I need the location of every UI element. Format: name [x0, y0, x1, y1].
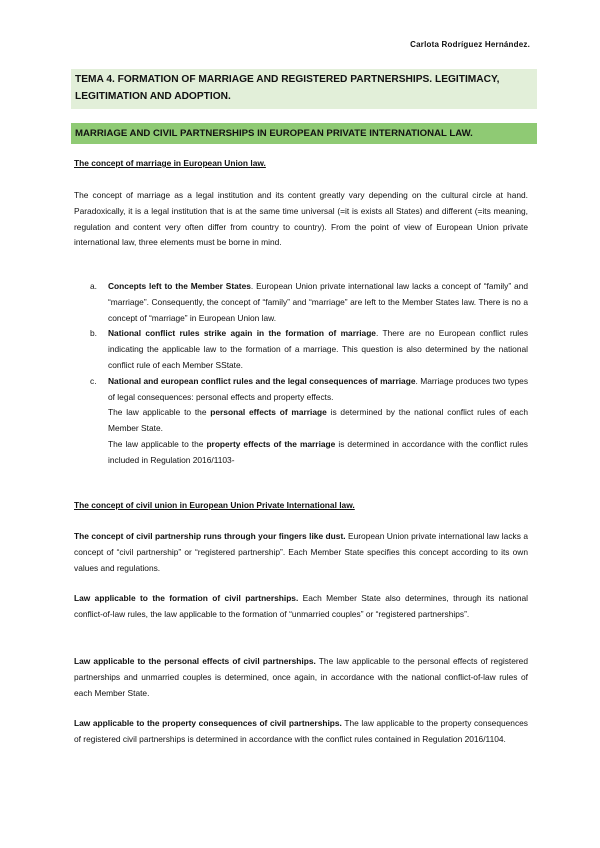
civil-union-paragraph-3	[74, 654, 528, 701]
list-marker: b.	[90, 328, 97, 339]
list-item-text: The law applicable to the	[108, 438, 207, 449]
paragraph-text: The law applicable to the personal effects of registered partnerships and unmarried couples is determined, once again, in accordance with the national conflict-of-law rules of each Member State.	[74, 656, 528, 698]
list-marker: a.	[90, 281, 97, 291]
list-item-text: is determined in accordance with the conflict rules included in Regulation 2016/1103-	[108, 438, 528, 465]
list-item	[74, 326, 528, 373]
civil-union-paragraph-1	[74, 529, 528, 576]
list-item-bold: personal effects of marriage	[210, 407, 327, 418]
paragraph-bold-lead: Law applicable to the personal effects of civil partnerships.	[74, 656, 316, 666]
paragraph-bold-lead: The concept of civil partnership runs through your fingers like dust.	[74, 531, 346, 541]
civil-union-subheading: The concept of civil union in European Union Private International law.	[74, 500, 355, 510]
civil-union-paragraph-2	[74, 591, 528, 623]
paragraph-text: European Union private international law lacks a concept of “civil partnership” or “registered partnership”. Each Member State specifies this concept according to its own values and regulations.	[74, 531, 528, 573]
paragraph-bold-lead: Law applicable to the property consequences of civil partnerships.	[74, 718, 342, 728]
list-item-bold: National and european conflict rules and the legal consequences of marriage	[108, 375, 416, 386]
paragraph-bold-lead: Law applicable to the formation of civil partnerships.	[74, 593, 299, 603]
list-item-bold: National conflict rules strike again in the formation of marriage	[108, 328, 376, 339]
paragraph-text: Each Member State also determines, through its national conflict-of-law rules, the law applicable to the formation of “unmarried couples” or “registered partnerships”.	[74, 593, 528, 619]
marriage-intro-paragraph: The concept of marriage as a legal institution and its content greatly vary depending on the cultural circle at hand. Paradoxically, it is a legal institution that is at the same time universal (=it is exists all States) and different (=its meaning, regulation and content very often differ from country to country). From the point of view of European Union private international law, three elements must be borne in mind.	[74, 190, 528, 248]
list-item	[74, 374, 528, 469]
author-name: Carlota Rodríguez Hernández.	[410, 40, 530, 49]
marriage-subheading: The concept of marriage in European Union law.	[74, 158, 266, 168]
list-marker: c.	[90, 375, 97, 386]
paragraph-text: The law applicable to the property consequences of registered civil partnerships is determined in accordance with the conflict rules contained in Regulation 2016/1104.	[74, 718, 528, 744]
list-item-text: . There are no European conflict rules indicating the applicable law to the formation of a marriage. This question is also determined by the national conflict rule of each Member SState.	[108, 328, 529, 370]
chapter-title: TEMA 4. FORMATION OF MARRIAGE AND REGISTERED PARTNERSHIPS. LEGITIMACY, LEGITIMATION AND ADOPTION.	[71, 69, 537, 109]
section-title: MARRIAGE AND CIVIL PARTNERSHIPS IN EUROPEAN PRIVATE INTERNATIONAL LAW.	[71, 123, 537, 144]
list-item-text: . Marriage produces two types of legal consequences: personal effects and property effects.	[108, 375, 529, 402]
list-item-text: . European Union private international law lacks a concept of “family” and “marriage”. Consequently, the concept of “family” and “marriage” are left to the Member States law. There is no a concept of “marriage” in European Union law.	[108, 281, 529, 323]
civil-union-paragraph-4	[74, 716, 528, 748]
list-item-text: The law applicable to the	[108, 407, 211, 418]
list-item-text: is determined by the national conflict rules of each Member State.	[108, 407, 529, 434]
marriage-list	[74, 279, 528, 469]
list-item	[74, 279, 528, 326]
list-item-bold: property effects of the marriage	[206, 438, 336, 449]
list-item-bold: Concepts left to the Member States	[108, 281, 251, 291]
